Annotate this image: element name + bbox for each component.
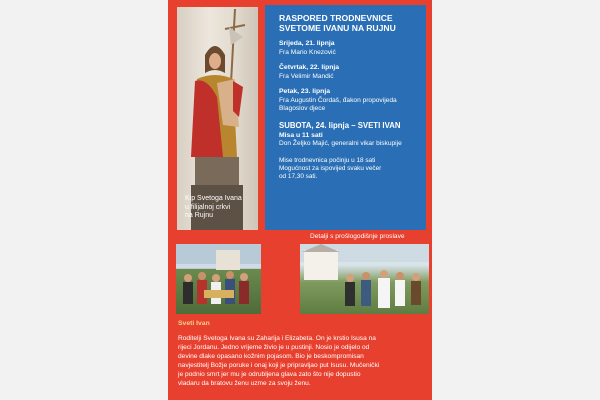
- bulletin-page: [168, 0, 432, 400]
- statue-caption-line: u filijalnoj crkvi: [185, 203, 231, 211]
- body-line: Roditelji Svetoga Ivana su Zaharija i Elizabeta. On je krstio Isusa na: [178, 335, 376, 342]
- section-title: Sveti Ivan: [178, 320, 210, 327]
- entry-line: Blagoslov djece: [279, 105, 326, 112]
- statue-caption: [185, 195, 257, 221]
- body-line: rijeci Jordanu. Jedno vrijeme živio je u pustinji. Nosio je odijelo od: [178, 344, 370, 351]
- schedule-title-line: RASPORED TRODNEVNICE: [279, 13, 393, 23]
- details-label: Detalji s prošlogodišnje proslave: [310, 233, 405, 240]
- saturday-mass: Misa u 11 sati: [279, 131, 323, 139]
- note-line: od 17,30 sati.: [279, 172, 318, 180]
- body-line: vladaru da bratovu ženu uzme za svoju ženu.: [178, 380, 311, 387]
- body-line: je podnio smrt jer mu je odrubljena glava zato što nije dopustio: [178, 371, 361, 378]
- entry-date: Srijeda, 21. lipnja: [279, 40, 335, 47]
- body-line: navjestitelj Božje poruke i onaj koji je pripravljao put Isusu. Mučenički: [178, 362, 380, 369]
- schedule-entry-wednesday: [279, 40, 419, 57]
- schedule-entry-saturday: [279, 121, 419, 149]
- body-line: devine dlake opasano kožnim pojasom. Bio je beskompromisan: [178, 353, 364, 360]
- schedule-title: [279, 13, 419, 33]
- saturday-date: SUBOTA, 24. lipnja – SVETI IVAN: [279, 120, 401, 130]
- entry-line: Fra Mario Knezović: [279, 48, 336, 56]
- statue-photo: [177, 7, 258, 230]
- crowd-illustration: [176, 244, 261, 314]
- body-text: [178, 334, 426, 388]
- schedule-entry-thursday: [279, 64, 419, 81]
- schedule-entry-friday: [279, 88, 419, 114]
- entry-date: Četvrtak, 22. lipnja: [279, 64, 340, 71]
- celebration-photo-left: [176, 244, 261, 314]
- procession-illustration: [300, 244, 429, 314]
- schedule-note: [279, 157, 419, 181]
- note-line: Mogućnost za ispovijed svaku večer: [279, 164, 382, 172]
- schedule-title-line: SVETOME IVANU NA RUJNU: [279, 23, 396, 33]
- note-line: Mise trodnevnica počinju u 18 sati: [279, 156, 376, 164]
- entry-date: Petak, 23. lipnja: [279, 88, 330, 95]
- statue-caption-line: na Rujnu: [185, 212, 214, 219]
- saturday-celebrant: Don Željko Majić, generalni vikar biskupije: [279, 140, 402, 147]
- celebration-photo-right: [300, 244, 429, 314]
- schedule-box: [265, 5, 426, 230]
- statue-caption-line: Kip Svetoga Ivana: [185, 195, 242, 202]
- entry-line: Fra Augustin Čordaš, đakon propovijeda: [279, 96, 397, 104]
- entry-line: Fra Velimir Mandić: [279, 72, 334, 80]
